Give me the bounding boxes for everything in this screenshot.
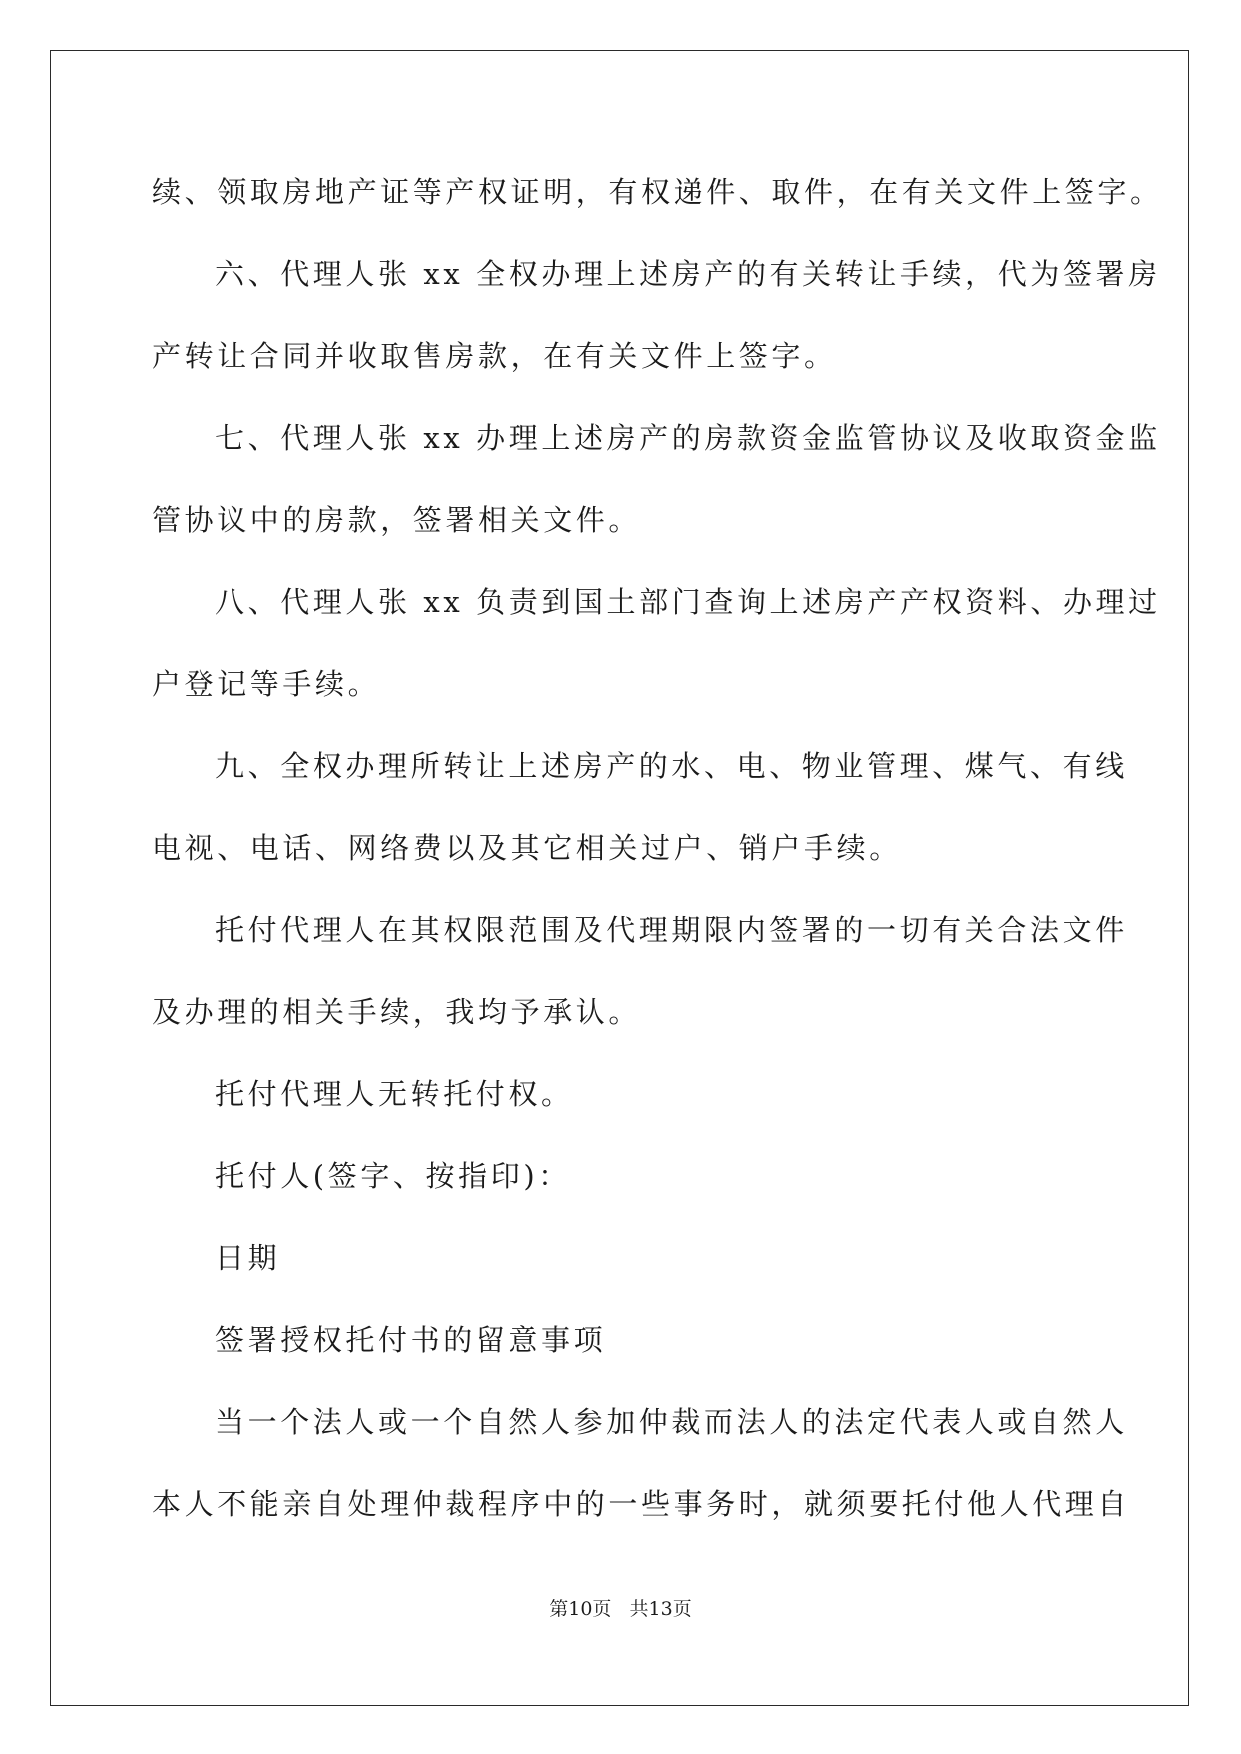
page-border bbox=[50, 50, 1189, 1706]
text-line: 签署授权托付书的留意事项 bbox=[215, 1323, 607, 1357]
text-line: 当一个法人或一个自然人参加仲裁而法人的法定代表人或自然人 bbox=[215, 1405, 1128, 1439]
text-line: 产转让合同并收取售房款，在有关文件上签字。 bbox=[152, 339, 837, 373]
text-line: 及办理的相关手续，我均予承认。 bbox=[152, 995, 642, 1029]
text-line: 八、代理人张 xx 负责到国土部门查询上述房产产权资料、办理过 bbox=[215, 585, 1161, 619]
text-line: 日期 bbox=[215, 1241, 281, 1275]
text-line: 本人不能亲自处理仲裁程序中的一些事务时，就须要托付他人代理自 bbox=[152, 1487, 1131, 1521]
text-line: 户登记等手续。 bbox=[152, 667, 381, 701]
text-line: 管协议中的房款，签署相关文件。 bbox=[152, 503, 642, 537]
text-line: 九、全权办理所转让上述房产的水、电、物业管理、煤气、有线 bbox=[215, 749, 1128, 783]
text-line: 六、代理人张 xx 全权办理上述房产的有关转让手续，代为签署房 bbox=[215, 257, 1161, 291]
text-line: 七、代理人张 xx 办理上述房产的房款资金监管协议及收取资金监 bbox=[215, 421, 1161, 455]
page-number-footer: 第10页 共13页 bbox=[549, 1598, 692, 1620]
text-line: 托付代理人无转托付权。 bbox=[215, 1077, 574, 1111]
text-line: 托付人(签字、按指印)： bbox=[215, 1159, 571, 1193]
text-line: 电视、电话、网络费以及其它相关过户、销户手续。 bbox=[152, 831, 902, 865]
text-line: 托付代理人在其权限范围及代理期限内签署的一切有关合法文件 bbox=[215, 913, 1128, 947]
text-line: 续、领取房地产证等产权证明，有权递件、取件，在有关文件上签字。 bbox=[152, 175, 1163, 209]
